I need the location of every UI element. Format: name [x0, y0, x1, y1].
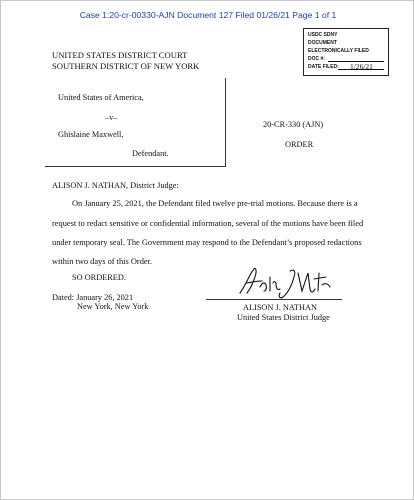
- stamp-line-electronic: ELECTRONICALLY FILED: [308, 48, 369, 54]
- order-text-line: request to redact sensitive or confidential information, several of the motions have been filed: [52, 219, 364, 228]
- caption-versus: –v–: [105, 113, 118, 122]
- judge-heading: ALISON J. NATHAN, District Judge:: [52, 181, 179, 190]
- court-district: SOUTHERN DISTRICT OF NEW YORK: [52, 61, 200, 71]
- caption-defendant-name: Ghislaine Maxwell,: [58, 130, 124, 139]
- dated-label: Dated: January 26, 2021: [52, 293, 134, 302]
- filed-stamp: [303, 28, 389, 76]
- judge-title: United States District Judge: [237, 313, 330, 322]
- stamp-line-date-filed: DATE FILED: 1/26/21: [308, 64, 339, 70]
- case-number: 20-CR-330 (AJN): [263, 120, 324, 129]
- dated-place: New York, New York: [77, 302, 149, 311]
- filing-header: Case 1:20-cr-00330-AJN Document 127 Filed 01/26/21 Page 1 of 1: [79, 10, 337, 20]
- stamp-date-value: 1/26/21: [350, 62, 373, 71]
- order-text-line: within two days of this Order.: [52, 257, 153, 266]
- order-text-line: under temporary seal. The Government may respond to the Defendant’s proposed redactions: [52, 238, 362, 247]
- order-text-line: On January 25, 2021, the Defendant filed twelve pre-trial motions. Because there is a: [72, 199, 358, 208]
- caption-plaintiff: United States of America,: [58, 93, 144, 102]
- stamp-line-document: DOCUMENT: [308, 40, 337, 46]
- signature-line: [206, 299, 342, 300]
- stamp-line-doc-number: DOC #:: [308, 56, 325, 62]
- court-name: UNITED STATES DISTRICT COURT: [52, 50, 188, 60]
- judge-signature: [236, 263, 332, 301]
- judge-name: ALISON J. NATHAN: [243, 303, 317, 312]
- so-ordered: SO ORDERED.: [72, 273, 126, 282]
- caption-defendant-label: Defendant.: [132, 149, 169, 158]
- document-type: ORDER: [285, 140, 314, 149]
- stamp-line-usdc: USDC SDNY: [308, 32, 338, 38]
